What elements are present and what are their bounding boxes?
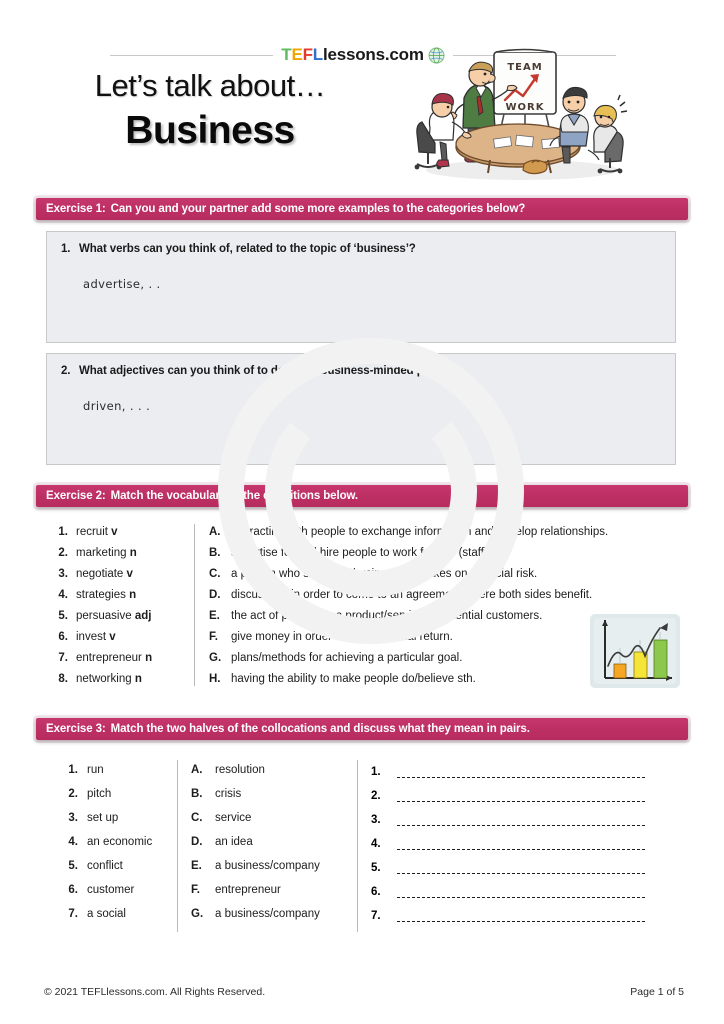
vocab-term: persuasive (76, 610, 132, 622)
list-item[interactable] (209, 522, 686, 543)
exercise-1-label: Exercise 1: (46, 203, 106, 215)
vocab-term: invest (76, 631, 107, 643)
definition-index: A. (209, 526, 221, 538)
answer-index: 4. (371, 838, 381, 850)
vocab-pos: v (126, 568, 133, 580)
list-item[interactable] (58, 830, 178, 854)
definition-text: interacting with people to exchange information and develop relationships. (231, 526, 609, 538)
logo-suffix: lessons.com (322, 45, 424, 64)
list-item[interactable] (46, 522, 188, 543)
list-item[interactable] (58, 854, 178, 878)
list-item[interactable] (46, 648, 188, 669)
answer-index: 7. (371, 910, 381, 922)
vocab-word (76, 606, 188, 627)
collocation-right-index: D. (191, 836, 203, 848)
list-item[interactable] (209, 543, 686, 564)
answer-line[interactable] (397, 873, 645, 874)
logo-letter-e: E (291, 45, 303, 64)
page-footer (44, 986, 684, 998)
collocation-left-text: pitch (87, 788, 112, 800)
vocab-word (76, 669, 188, 690)
page-number: Page 1 of 5 (630, 986, 684, 998)
vocab-pos: v (111, 526, 118, 538)
collocation-answers-list (371, 758, 671, 926)
exercise-2-heading (36, 490, 358, 502)
svg-text:TEAM: TEAM (507, 62, 543, 73)
exercise-2-label: Exercise 2: (46, 490, 106, 502)
answer-index: 1. (371, 766, 381, 778)
list-item[interactable] (209, 585, 686, 606)
title-line-1: Let’s talk about… (94, 68, 326, 103)
list-item[interactable] (58, 758, 178, 782)
answer-index: 2. (371, 790, 381, 802)
vocab-index: 6. (58, 631, 68, 643)
answer-line[interactable] (397, 777, 645, 778)
collocation-left-index: 3. (68, 812, 78, 824)
answer-line[interactable] (397, 921, 645, 922)
definition-text: discuss sth in order to come to an agreement where both sides benefit. (231, 589, 593, 601)
answer-row[interactable] (371, 830, 671, 854)
vocab-index: 1. (58, 526, 68, 538)
logo-letter-l: L (312, 45, 323, 64)
list-item[interactable] (191, 854, 351, 878)
brand-rule-left (110, 55, 273, 56)
list-item[interactable] (58, 806, 178, 830)
vocab-index: 8. (58, 673, 68, 685)
list-item[interactable] (191, 806, 351, 830)
vocab-index: 2. (58, 547, 68, 559)
collocation-left-text: set up (87, 812, 119, 824)
definition-index: H. (209, 673, 221, 685)
exercise-1-heading (36, 203, 525, 215)
list-item[interactable] (46, 543, 188, 564)
collocation-right-index: C. (191, 812, 203, 824)
vocab-index: 5. (58, 610, 68, 622)
collocation-right-index: F. (191, 884, 200, 896)
list-item[interactable] (46, 627, 188, 648)
collocation-right-text: service (215, 812, 252, 824)
definition-text: give money in order to earn financial return. (231, 631, 453, 643)
definition-index: F. (209, 631, 218, 643)
answer-row[interactable] (371, 902, 671, 926)
question-2-number: 2. (61, 365, 71, 377)
collocation-right-text: a business/company (215, 908, 320, 920)
answer-line[interactable] (397, 849, 645, 850)
question-1-number: 1. (61, 243, 71, 255)
collocation-right-index: A. (191, 764, 203, 776)
question-box-1[interactable] (46, 231, 676, 343)
list-item[interactable] (209, 564, 686, 585)
definition-index: B. (209, 547, 221, 559)
logo-letter-f: F (302, 45, 313, 64)
exercise-3-instruction: Match the two halves of the collocations and discuss what they mean in pairs. (110, 723, 530, 735)
collocation-left-text: an economic (87, 836, 153, 848)
answer-line[interactable] (397, 801, 645, 802)
vocab-pos: v (109, 631, 116, 643)
collocation-left-index: 5. (68, 860, 78, 872)
list-item[interactable] (46, 669, 188, 690)
vocab-word (76, 648, 188, 669)
exercise-2-instruction: Match the vocabulary to the definitions below. (110, 490, 359, 502)
collocation-right-text: crisis (215, 788, 242, 800)
copyright-text: © 2021 TEFLlessons.com. All Rights Reserved. (44, 986, 266, 998)
answer-line[interactable] (397, 897, 645, 898)
list-item[interactable] (191, 830, 351, 854)
definition-text: having the ability to make people do/believe sth. (231, 673, 476, 685)
vocab-term: strategies (76, 589, 126, 601)
question-2-prompt (47, 354, 675, 377)
answer-row[interactable] (371, 758, 671, 782)
answer-row[interactable] (371, 806, 671, 830)
business-meeting-illustration (412, 46, 630, 182)
collocation-left-text: conflict (87, 860, 123, 872)
list-item[interactable] (46, 564, 188, 585)
vocab-word (76, 543, 188, 564)
collocation-right-text: an idea (215, 836, 253, 848)
column-divider (357, 760, 358, 932)
list-item[interactable] (46, 606, 188, 627)
collocation-right-list (191, 758, 351, 926)
vocab-pos: adj (134, 610, 152, 622)
definition-index: G. (209, 652, 222, 664)
definition-text: a person who sets up a business and takes on financial risk. (231, 568, 538, 580)
definition-index: C. (209, 568, 221, 580)
vocab-word (76, 564, 188, 585)
question-1-answer[interactable]: advertise, . . (83, 277, 161, 291)
answer-row[interactable] (371, 878, 671, 902)
vocab-term: negotiate (76, 568, 124, 580)
list-item[interactable] (58, 902, 178, 926)
vocab-term: networking (76, 673, 132, 685)
vocab-index: 7. (58, 652, 68, 664)
collocation-left-index: 2. (68, 788, 78, 800)
vocab-term: entrepreneur (76, 652, 142, 664)
question-1-prompt (47, 232, 675, 255)
collocation-left-index: 1. (68, 764, 78, 776)
vocab-pos: n (145, 652, 153, 664)
definition-text: plans/methods for achieving a particular goal. (231, 652, 463, 664)
vocab-word (76, 627, 188, 648)
exercise-3-label: Exercise 3: (46, 723, 106, 735)
collocation-right-text: entrepreneur (215, 884, 281, 896)
logo-letter-t: T (281, 45, 292, 64)
collocation-right-index: E. (191, 860, 202, 872)
list-item[interactable] (46, 585, 188, 606)
title-line-2: Business (125, 108, 295, 152)
collocation-left-index: 4. (68, 836, 78, 848)
svg-text:WORK: WORK (505, 102, 545, 113)
exercise-3-content (46, 758, 686, 938)
list-item[interactable] (191, 902, 351, 926)
collocation-right-index: G. (191, 908, 204, 920)
list-item[interactable] (58, 782, 178, 806)
collocation-left-text: a social (87, 908, 126, 920)
vocabulary-list (46, 522, 188, 690)
answer-index: 6. (371, 886, 381, 898)
question-1-text: What verbs can you think of, related to the topic of ‘business’? (79, 243, 416, 255)
question-box-2[interactable] (46, 353, 676, 465)
vocab-pos: n (129, 589, 137, 601)
page-title (0, 70, 420, 155)
collocation-left-text: run (87, 764, 104, 776)
collocation-right-text: a business/company (215, 860, 320, 872)
exercise-1-instruction: Can you and your partner add some more examples to the categories below? (110, 203, 526, 215)
exercise-2-banner (36, 485, 688, 507)
answer-index: 3. (371, 814, 381, 826)
bar-chart-growth-icon (588, 612, 682, 690)
list-item[interactable] (191, 878, 351, 902)
list-item[interactable] (58, 878, 178, 902)
vocab-term: recruit (76, 526, 108, 538)
answer-line[interactable] (397, 825, 645, 826)
page-header (0, 0, 724, 186)
vocab-index: 4. (58, 589, 68, 601)
vocab-term: marketing (76, 547, 127, 559)
exercise-1-banner (36, 198, 688, 220)
definition-text: advertise for and hire people to work for you (staff). (231, 547, 491, 559)
question-2-answer[interactable]: driven, . . . (83, 399, 151, 413)
column-divider (177, 760, 178, 932)
definition-text: the act of promoting a product/service to potential customers. (231, 610, 543, 622)
exercise-3-banner (36, 718, 688, 740)
vocab-pos: n (134, 673, 142, 685)
definition-index: E. (209, 610, 220, 622)
collocation-left-index: 7. (68, 908, 78, 920)
exercise-3-heading (36, 723, 530, 735)
list-item[interactable] (191, 782, 351, 806)
vocab-pos: n (129, 547, 137, 559)
definition-index: D. (209, 589, 221, 601)
collocation-right-text: resolution (215, 764, 265, 776)
question-2-text: What adjectives can you think of to describe business-minded people? (79, 365, 461, 377)
collocation-left-index: 6. (68, 884, 78, 896)
list-item[interactable] (191, 758, 351, 782)
collocation-left-list (58, 758, 178, 926)
column-divider (194, 524, 195, 686)
collocation-left-text: customer (87, 884, 135, 896)
answer-index: 5. (371, 862, 381, 874)
answer-row[interactable] (371, 782, 671, 806)
vocab-word (76, 522, 188, 543)
collocation-right-index: B. (191, 788, 203, 800)
vocab-word (76, 585, 188, 606)
vocab-index: 3. (58, 568, 68, 580)
answer-row[interactable] (371, 854, 671, 878)
